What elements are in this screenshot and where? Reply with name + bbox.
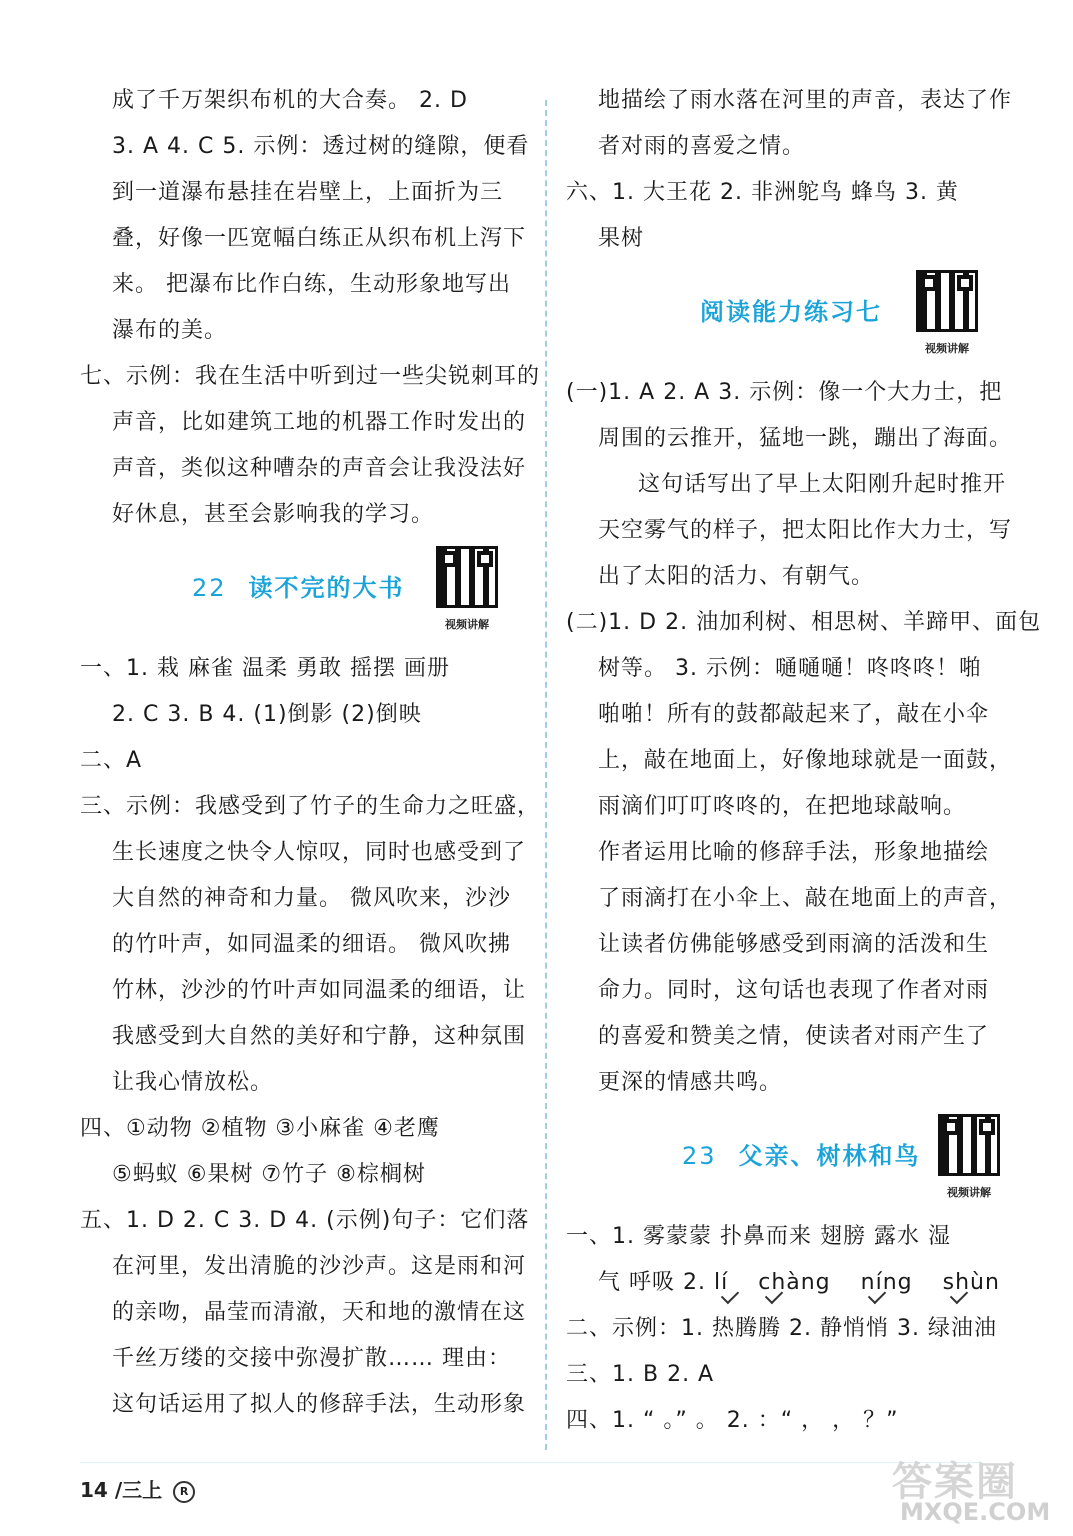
lesson-number: 22 <box>192 574 227 602</box>
qr-code-icon[interactable] <box>938 1114 1000 1176</box>
lesson-name: 父亲、树林和鸟 <box>738 1142 921 1170</box>
text-line: 让读者仿佛能够感受到雨滴的活泼和生 <box>598 932 990 957</box>
lesson-name: 读不完的大书 <box>248 574 405 602</box>
lesson-header-22 <box>80 546 538 642</box>
text-line: 叠，好像一匹宽幅白练正从织布机上泻下 <box>112 226 527 251</box>
text-line: 三、1. B 2. A <box>566 1362 715 1387</box>
footer-rule <box>80 1462 980 1463</box>
text-line: 来。 把瀑布比作白练，生动形象地写出 <box>112 272 511 297</box>
text-line: 树等。 3. 示例：嗵嗵嗵！咚咚咚！啪 <box>598 656 982 681</box>
pinyin-item <box>758 1260 830 1306</box>
column-divider <box>545 100 547 1450</box>
edition-badge-icon: R <box>173 1481 195 1503</box>
text-line: (一)1. A 2. A 3. 示例：像一个大力士，把 <box>566 380 1003 405</box>
text-line: (二)1. D 2. 油加利树、相思树、羊蹄甲、面包 <box>566 610 1042 635</box>
text-line: 出了太阳的活力、有朝气。 <box>598 564 875 589</box>
text-line: 生长速度之快令人惊叹，同时也感受到了 <box>112 840 527 865</box>
text-line: 的喜爱和赞美之情，使读者对雨产生了 <box>598 1024 990 1049</box>
text-line: 天空雾气的样子，把太阳比作大力士，写 <box>598 518 1013 543</box>
text-line: 啪啪！所有的鼓都敲起来了，敲在小伞 <box>598 702 990 727</box>
text-line: ⑤蚂蚁 ⑥果树 ⑦竹子 ⑧棕榈树 <box>112 1162 426 1187</box>
text-line: 四、①动物 ②植物 ③小麻雀 ④老鹰 <box>80 1116 440 1141</box>
text-line: 地描绘了雨水落在河里的声音，表达了作 <box>598 88 1013 113</box>
text-line: 二、示例：1. 热腾腾 2. 静悄悄 3. 绿油油 <box>566 1316 997 1341</box>
pinyin-item <box>861 1260 913 1306</box>
text-line: 2. C 3. B 4. (1)倒影 (2)倒映 <box>112 702 422 727</box>
lesson-title <box>192 568 405 603</box>
text-line: 二、A <box>80 748 143 773</box>
text-line: 气 呼吸 2. <box>598 1270 706 1295</box>
text-line: 了雨滴打在小伞上、敲在地面上的声音， <box>598 886 1013 911</box>
pinyin-text: níng <box>860 1270 913 1295</box>
lesson-header-practice-7 <box>566 270 1036 366</box>
pinyin-item <box>943 1260 1000 1306</box>
text-line: 三、示例：我感受到了竹子的生命力之旺盛， <box>80 794 541 819</box>
watermark-logo: 答案圈 <box>892 1459 1018 1505</box>
qr-caption: 视频讲解 <box>445 618 489 631</box>
text-line: 者对雨的喜爱之情。 <box>598 134 806 159</box>
text-line: 七、示例：我在生活中听到过一些尖锐刺耳的 <box>80 364 541 389</box>
pinyin-text: lí <box>713 1270 729 1295</box>
text-line: 成了千万架织布机的大合奏。 2. D <box>112 88 468 113</box>
text-line: 一、1. 雾蒙蒙 扑鼻而来 翅膀 露水 湿 <box>566 1224 951 1249</box>
text-line: 让我心情放松。 <box>112 1070 274 1095</box>
text-line: 五、1. D 2. C 3. D 4. (示例)句子：它们落 <box>80 1208 530 1233</box>
text-line: 雨滴们叮叮咚咚的，在把地球敲响。 <box>598 794 967 819</box>
text-line: 上，敲在地面上，好像地球就是一面鼓， <box>598 748 1013 773</box>
text-line: 声音，比如建筑工地的机器工作时发出的 <box>112 410 527 435</box>
watermark-url: MXQE.COM <box>900 1498 1051 1526</box>
text-line: 在河里，发出清脆的沙沙声。这是雨和河 <box>112 1254 527 1279</box>
text-line: 好休息，甚至会影响我的学习。 <box>112 502 435 527</box>
pinyin-text: chàng <box>758 1270 831 1295</box>
grade-label: /三上 <box>114 1478 163 1502</box>
text-line: 大自然的神奇和力量。 微风吹来，沙沙 <box>112 886 511 911</box>
text-line: 的竹叶声，如同温柔的细语。 微风吹拂 <box>112 932 511 957</box>
lesson-number: 23 <box>682 1142 717 1170</box>
text-line: 一、1. 栽 麻雀 温柔 勇敢 摇摆 画册 <box>80 656 450 681</box>
lesson-title <box>682 1136 921 1171</box>
pinyin-item <box>714 1260 728 1306</box>
text-line: 命力。同时，这句话也表现了作者对雨 <box>598 978 990 1003</box>
pinyin-row <box>566 1260 1036 1306</box>
text-line: 这句话写出了早上太阳刚升起时推开 <box>638 472 1007 497</box>
text-line: 四、1. “ 。” 。 2. ：“ ， ， ？” <box>566 1408 899 1433</box>
left-column <box>80 78 541 1428</box>
text-line: 千丝万缕的交接中弥漫扩散…… 理由： <box>112 1346 511 1371</box>
qr-code-icon[interactable] <box>916 270 978 332</box>
text-line: 瀑布的美。 <box>112 318 228 343</box>
text-line: 声音，类似这种嘈杂的声音会让我没法好 <box>112 456 527 481</box>
text-line: 果树 <box>598 226 645 251</box>
text-line: 竹林，沙沙的竹叶声如同温柔的细语，让 <box>112 978 527 1003</box>
page-number: 14 <box>80 1478 108 1502</box>
right-column <box>566 78 1042 1444</box>
text-line: 六、1. 大王花 2. 非洲鸵鸟 蜂鸟 3. 黄 <box>566 180 959 205</box>
lesson-header-23 <box>566 1114 1036 1210</box>
text-line: 更深的情感共鸣。 <box>598 1070 783 1095</box>
text-line: 作者运用比喻的修辞手法，形象地描绘 <box>598 840 990 865</box>
page-footer <box>80 1474 195 1503</box>
text-line: 的亲吻，晶莹而清澈，天和地的激情在这 <box>112 1300 527 1325</box>
text-line: 周围的云推开，猛地一跳，蹦出了海面。 <box>598 426 1013 451</box>
text-line: 3. A 4. C 5. 示例：透过树的缝隙，便看 <box>112 134 530 159</box>
qr-caption: 视频讲解 <box>947 1186 991 1199</box>
qr-code-icon[interactable] <box>436 546 498 608</box>
qr-caption: 视频讲解 <box>925 342 969 355</box>
lesson-name: 阅读能力练习七 <box>700 298 882 326</box>
text-line: 我感受到大自然的美好和宁静，这种氛围 <box>112 1024 527 1049</box>
text-line: 这句话运用了拟人的修辞手法，生动形象 <box>112 1392 527 1417</box>
pinyin-text: shùn <box>942 1270 1000 1295</box>
text-line: 到一道瀑布悬挂在岩壁上，上面折为三 <box>112 180 504 205</box>
